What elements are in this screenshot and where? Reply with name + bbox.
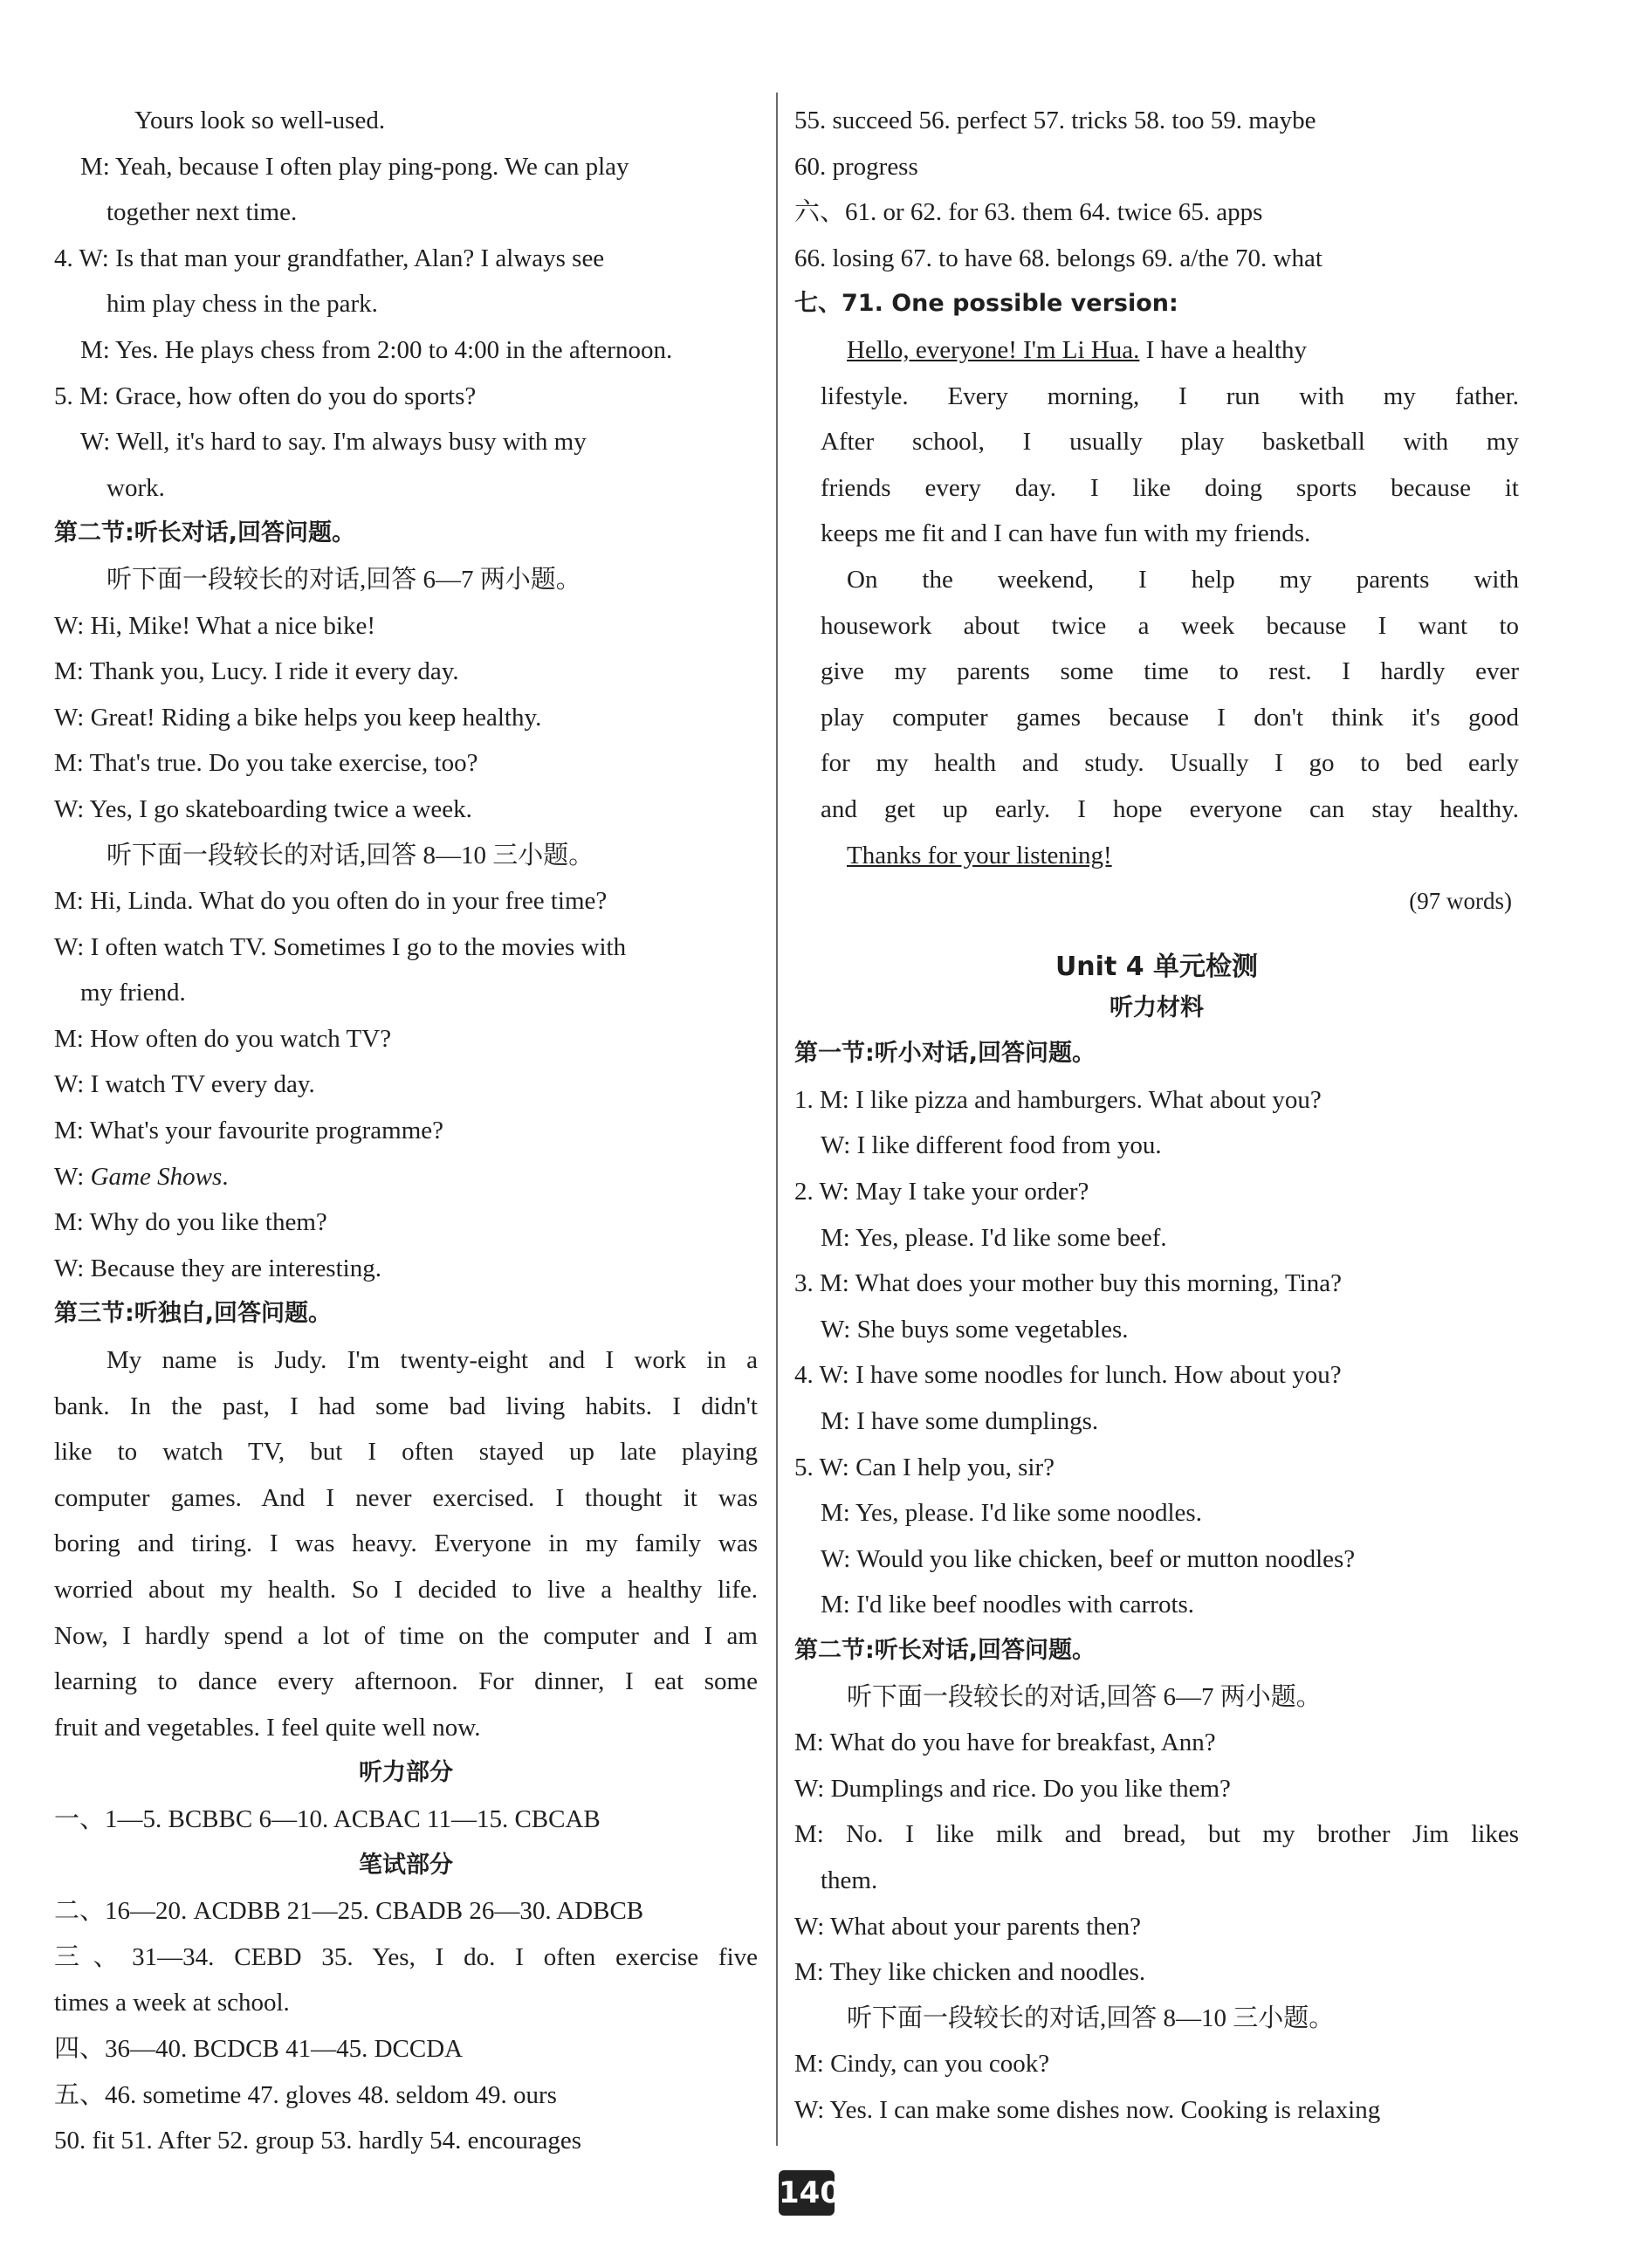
text-line	[794, 327, 1519, 374]
text-line: 5. W: Can I help you, sir?	[794, 1453, 1055, 1481]
text-line: 听下面一段较长的对话,回答 6—7 两小题。	[106, 565, 581, 594]
text-line: Now, I hardly spend a lot of time on the computer and I am	[54, 1621, 758, 1650]
column-divider	[776, 93, 778, 2146]
answer-line: 66. losing 67. to have 68. belongs 69. a/the 70. what	[794, 244, 1322, 272]
text-line: 4. W: I have some noodles for lunch. How about you?	[794, 1361, 1342, 1390]
section-heading: 笔试部分	[359, 1851, 453, 1879]
text-line: 5. M: Grace, how often do you do sports?	[54, 381, 477, 410]
text-line: 2. W: May I take your order?	[794, 1178, 1089, 1206]
period: .	[222, 1162, 229, 1191]
text-line: W: I watch TV every day.	[54, 1070, 315, 1099]
text-line: M: I'd like beef noodles with carrots.	[821, 1591, 1195, 1619]
section-heading: 听力部分	[359, 1759, 453, 1787]
text-line: friends every day. I like doing sports because it	[821, 473, 1519, 502]
text-line: W: Dumplings and rice. Do you like them?	[794, 1774, 1231, 1803]
text-line	[794, 833, 1519, 879]
answer-line: 三、31—34. CEBD 35. Yes, I do. I often exercise five	[54, 1942, 758, 1971]
right-column	[794, 98, 1519, 2134]
answer-line: 二、16—20. ACDBB 21—25. CBADB 26—30. ADBCB	[54, 1897, 644, 1926]
text-line: M: That's true. Do you take exercise, too?	[54, 749, 478, 778]
text-line: M: Yes, please. I'd like some beef.	[821, 1223, 1167, 1252]
text-line: W: What about your parents then?	[794, 1912, 1142, 1941]
text-line: boring and tiring. I was heavy. Everyone in my family was	[54, 1529, 758, 1558]
answer-line: times a week at school.	[54, 1989, 290, 2017]
left-column	[54, 98, 758, 2164]
text-line: bank. In the past, I had some bad living habits. I didn't	[54, 1392, 758, 1420]
text-line: M: Thank you, Lucy. I ride it every day.	[54, 657, 459, 686]
text-line: M: How often do you watch TV?	[54, 1024, 392, 1053]
text-line: worried about my health. So I decided to live a healthy life.	[54, 1576, 758, 1604]
text-line: M: Why do you like them?	[54, 1208, 327, 1237]
text-line: 1. M: I like pizza and hamburgers. What about you?	[794, 1085, 1322, 1114]
speaker-label: W:	[54, 1162, 91, 1191]
text-line: give my parents some time to rest. I hardly ever	[821, 657, 1519, 686]
text-line: housework about twice a week because I want to	[821, 611, 1519, 640]
text-line: W: Hi, Mike! What a nice bike!	[54, 611, 376, 640]
section-heading: 第三节:听独白,回答问题。	[54, 1300, 333, 1328]
text-line	[54, 1154, 758, 1200]
text-line: them.	[821, 1866, 878, 1894]
show-title: Game Shows	[90, 1162, 223, 1191]
text-line: M: What's your favourite programme?	[54, 1117, 444, 1145]
text-line: W: Yes. I can make some dishes now. Cooking is relaxing	[794, 2095, 1381, 2124]
section-heading: 第一节:听小对话,回答问题。	[794, 1040, 1096, 1068]
text-line: W: Would you like chicken, beef or mutton noodles?	[821, 1544, 1356, 1573]
text-line: 听下面一段较长的对话,回答 8—10 三小题。	[106, 841, 594, 869]
text-line: 听下面一段较长的对话,回答 8—10 三小题。	[847, 2003, 1335, 2032]
text-line: lifestyle. Every morning, I run with my father.	[821, 381, 1519, 410]
answer-line: 60. progress	[794, 152, 918, 181]
section-heading: 第二节:听长对话,回答问题。	[54, 519, 356, 547]
text-line: My name is Judy. I'm twenty-eight and I work in a	[106, 1346, 758, 1375]
answer-line: 四、36—40. BCDCB 41—45. DCCDA	[54, 2034, 464, 2063]
text-line: On the weekend, I help my parents with	[847, 565, 1519, 594]
text-line: M: What do you have for breakfast, Ann?	[794, 1728, 1216, 1757]
text-line: M: Hi, Linda. What do you often do in your free time?	[54, 887, 608, 916]
text-line: W: Because they are interesting.	[54, 1254, 381, 1282]
underlined-closing: Thanks for your listening!	[847, 841, 1112, 869]
text-line: for my health and study. Usually I go to bed early	[821, 749, 1519, 778]
text-line: 3. M: What does your mother buy this morning, Tina?	[794, 1269, 1342, 1298]
underlined-opening: Hello, everyone! I'm Li Hua.	[847, 335, 1140, 364]
section-heading: 七、71. One possible version:	[794, 290, 1178, 318]
text-line: like to watch TV, but I often stayed up late playing	[54, 1438, 758, 1467]
text-line: learning to dance every afternoon. For dinner, I eat some	[54, 1667, 758, 1696]
text-line: W: Well, it's hard to say. I'm always busy with my	[80, 428, 587, 457]
text-line: After school, I usually play basketball with my	[821, 428, 1519, 457]
text-line: keeps me fit and I can have fun with my friends.	[821, 519, 1311, 548]
answer-line: 一、1—5. BCBBC 6—10. ACBAC 11—15. CBCAB	[54, 1804, 601, 1833]
text-line: W: Yes, I go skateboarding twice a week.	[54, 794, 472, 823]
text-line: W: I like different food from you.	[821, 1131, 1162, 1160]
text-line: and get up early. I hope everyone can stay healthy.	[821, 794, 1519, 823]
text-line: Yours look so well-used.	[134, 107, 386, 134]
text-line: him play chess in the park.	[106, 290, 378, 319]
text-line: W: Great! Riding a bike helps you keep healthy.	[54, 703, 542, 732]
text-line: play computer games because I don't think it's good	[821, 703, 1519, 732]
text-line: M: Yes, please. I'd like some noodles.	[821, 1499, 1202, 1528]
unit-title: Unit 4 单元检测	[1055, 951, 1259, 982]
text-line: 听下面一段较长的对话,回答 6—7 两小题。	[847, 1682, 1322, 1711]
page-number: 140	[779, 2170, 835, 2216]
text-line: M: No. I like milk and bread, but my brother Jim likes	[794, 1820, 1519, 1849]
section-heading: 第二节:听长对话,回答问题。	[794, 1637, 1096, 1664]
answer-line: 50. fit 51. After 52. group 53. hardly 54. encourages	[54, 2127, 582, 2155]
text-line: my friend.	[80, 979, 186, 1007]
text-line: M: They like chicken and noodles.	[794, 1958, 1146, 1987]
text-line: work.	[106, 473, 165, 502]
text-line: W: She buys some vegetables.	[821, 1315, 1129, 1344]
text-line: fruit and vegetables. I feel quite well now.	[54, 1713, 481, 1742]
text-line: M: Yeah, because I often play ping-pong. We can play	[80, 152, 629, 181]
text-line: 4. W: Is that man your grandfather, Alan? I always see	[54, 244, 605, 272]
text-line: together next time.	[106, 198, 298, 227]
text-span: I have a healthy	[1139, 335, 1308, 364]
text-line: M: Yes. He plays chess from 2:00 to 4:00 in the afternoon.	[80, 335, 673, 364]
answer-line: 55. succeed 56. perfect 57. tricks 58. too 59. maybe	[794, 107, 1316, 134]
text-line: M: Cindy, can you cook?	[794, 2050, 1050, 2079]
text-line: M: I have some dumplings.	[821, 1407, 1099, 1436]
answer-line: 五、46. sometime 47. gloves 48. seldom 49. ours	[54, 2080, 557, 2109]
word-count: (97 words)	[1409, 888, 1512, 915]
text-line: W: I often watch TV. Sometimes I go to the movies with	[54, 932, 627, 961]
answer-line: 六、61. or 62. for 63. them 64. twice 65. apps	[794, 198, 1263, 227]
section-heading: 听力材料	[1109, 993, 1204, 1021]
text-line: computer games. And I never exercised. I thought it was	[54, 1483, 758, 1512]
